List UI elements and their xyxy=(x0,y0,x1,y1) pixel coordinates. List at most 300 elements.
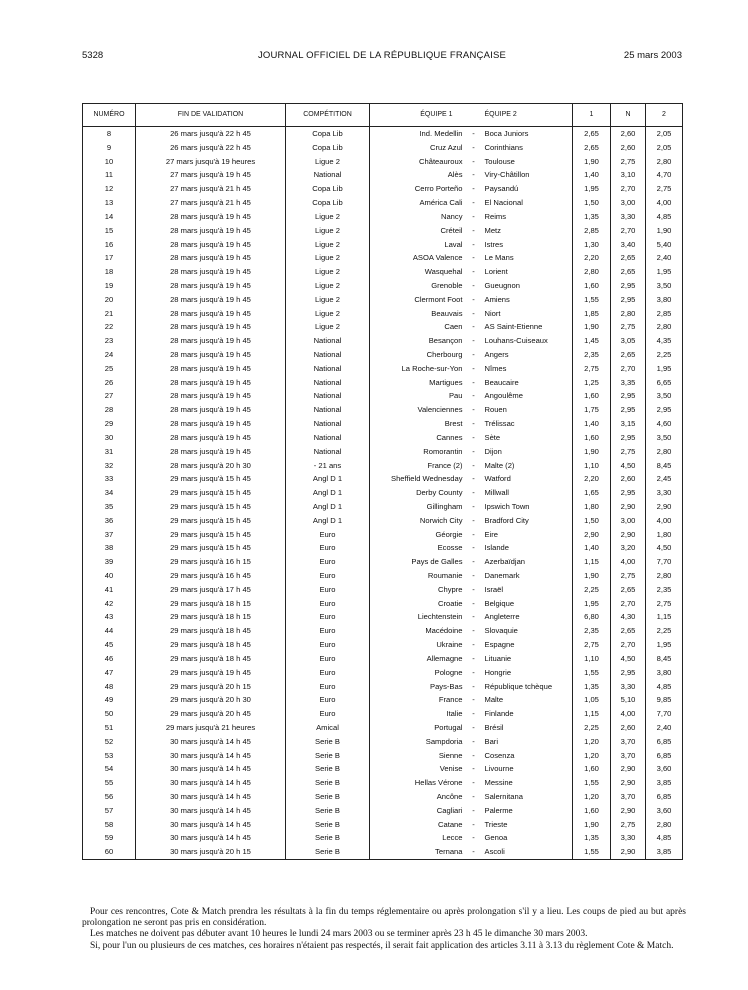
row-numero: 35 xyxy=(83,500,136,514)
row-odds-1: 1,15 xyxy=(573,707,611,721)
table-row xyxy=(83,831,683,845)
table-row xyxy=(83,638,683,652)
row-odds-n: 2,65 xyxy=(611,251,646,265)
row-competition: - 21 ans xyxy=(286,459,370,473)
row-odds-n: 2,70 xyxy=(611,182,646,196)
row-fin-validation: 28 mars jusqu'à 19 h 45 xyxy=(136,376,286,390)
row-fin-validation: 28 mars jusqu'à 19 h 45 xyxy=(136,307,286,321)
row-odds-2: 2,25 xyxy=(646,624,683,638)
row-separator: - xyxy=(472,198,475,208)
row-odds-n: 4,30 xyxy=(611,610,646,624)
table-row xyxy=(83,141,683,155)
table-row xyxy=(83,583,683,597)
row-odds-n: 3,30 xyxy=(611,831,646,845)
row-fin-validation: 28 mars jusqu'à 19 h 45 xyxy=(136,224,286,238)
row-equipe-2: Ascoli xyxy=(481,845,573,859)
row-competition: Euro xyxy=(286,666,370,680)
row-competition: Serie B xyxy=(286,845,370,859)
row-equipe-1: Wasquehal xyxy=(370,265,467,279)
row-separator: - xyxy=(472,474,475,484)
row-numero: 25 xyxy=(83,362,136,376)
table-row xyxy=(83,541,683,555)
row-fin-validation: 28 mars jusqu'à 19 h 45 xyxy=(136,238,286,252)
row-equipe-1: Portugal xyxy=(370,721,467,735)
row-numero: 48 xyxy=(83,680,136,694)
row-fin-validation: 29 mars jusqu'à 20 h 15 xyxy=(136,680,286,694)
row-odds-1: 1,30 xyxy=(573,238,611,252)
note-paragraph: Pour ces rencontres, Cote & Match prendra les résultats à la fin du temps réglementaire ou après prolongation s'il y a lieu. Les coups de pied au but après prolongation ne seront pas pris en considération. xyxy=(82,907,686,929)
row-odds-n: 4,50 xyxy=(611,459,646,473)
row-equipe-1: Ancône xyxy=(370,790,467,804)
row-fin-validation: 26 mars jusqu'à 22 h 45 xyxy=(136,127,286,141)
row-numero: 60 xyxy=(83,845,136,859)
row-odds-2: 3,30 xyxy=(646,486,683,500)
row-fin-validation: 29 mars jusqu'à 15 h 45 xyxy=(136,472,286,486)
row-odds-n: 2,80 xyxy=(611,307,646,321)
row-odds-2: 3,60 xyxy=(646,762,683,776)
row-odds-1: 2,25 xyxy=(573,721,611,735)
row-equipe-2: Bari xyxy=(481,735,573,749)
row-separator: - xyxy=(472,377,475,387)
row-fin-validation: 29 mars jusqu'à 20 h 30 xyxy=(136,693,286,707)
row-equipe-2: Gueugnon xyxy=(481,279,573,293)
row-odds-2: 4,70 xyxy=(646,168,683,182)
row-odds-2: 3,85 xyxy=(646,776,683,790)
row-numero: 37 xyxy=(83,528,136,542)
row-separator: - xyxy=(472,515,475,525)
row-odds-2: 8,45 xyxy=(646,459,683,473)
row-numero: 33 xyxy=(83,472,136,486)
row-odds-1: 1,90 xyxy=(573,445,611,459)
row-equipe-1: Ecosse xyxy=(370,541,467,555)
row-competition: Ligue 2 xyxy=(286,210,370,224)
row-fin-validation: 29 mars jusqu'à 15 h 45 xyxy=(136,541,286,555)
row-equipe-1: Catane xyxy=(370,818,467,832)
row-equipe-2: AS Saint-Etienne xyxy=(481,320,573,334)
row-equipe-2: Toulouse xyxy=(481,155,573,169)
row-separator: - xyxy=(472,805,475,815)
row-odds-n: 2,95 xyxy=(611,293,646,307)
table-row xyxy=(83,500,683,514)
row-odds-n: 3,00 xyxy=(611,196,646,210)
row-equipe-2: Hongrie xyxy=(481,666,573,680)
row-separator: - xyxy=(472,363,475,373)
row-equipe-2: Salernitana xyxy=(481,790,573,804)
table-row xyxy=(83,279,683,293)
row-equipe-1: Pays-Bas xyxy=(370,680,467,694)
row-equipe-1: Italie xyxy=(370,707,467,721)
row-odds-n: 2,65 xyxy=(611,583,646,597)
col-header-fin-validation: FIN DE VALIDATION xyxy=(136,104,286,127)
row-equipe-2: Dijon xyxy=(481,445,573,459)
row-numero: 52 xyxy=(83,735,136,749)
row-equipe-1: Beauvais xyxy=(370,307,467,321)
row-separator: - xyxy=(472,681,475,691)
row-odds-1: 1,65 xyxy=(573,486,611,500)
row-odds-n: 2,95 xyxy=(611,279,646,293)
row-equipe-2: Sète xyxy=(481,431,573,445)
table-row xyxy=(83,307,683,321)
row-odds-2: 4,50 xyxy=(646,541,683,555)
row-competition: Euro xyxy=(286,652,370,666)
row-equipe-1: Laval xyxy=(370,238,467,252)
row-separator: - xyxy=(472,543,475,553)
row-competition: Euro xyxy=(286,638,370,652)
row-separator: - xyxy=(472,170,475,180)
table-row xyxy=(83,804,683,818)
row-competition: National xyxy=(286,376,370,390)
row-numero: 32 xyxy=(83,459,136,473)
table-row xyxy=(83,251,683,265)
row-equipe-1: Gillingham xyxy=(370,500,467,514)
row-numero: 46 xyxy=(83,652,136,666)
row-separator: - xyxy=(472,322,475,332)
row-equipe-1: Brest xyxy=(370,417,467,431)
table-row xyxy=(83,155,683,169)
row-equipe-2: Messine xyxy=(481,776,573,790)
row-separator: - xyxy=(472,653,475,663)
table-row xyxy=(83,721,683,735)
row-odds-n: 4,00 xyxy=(611,707,646,721)
table-row xyxy=(83,707,683,721)
row-fin-validation: 30 mars jusqu'à 14 h 45 xyxy=(136,790,286,804)
row-odds-2: 2,80 xyxy=(646,818,683,832)
row-fin-validation: 29 mars jusqu'à 15 h 45 xyxy=(136,486,286,500)
row-odds-2: 4,00 xyxy=(646,196,683,210)
row-competition: Euro xyxy=(286,680,370,694)
row-odds-1: 1,75 xyxy=(573,403,611,417)
row-equipe-1: France xyxy=(370,693,467,707)
row-equipe-1: Cherbourg xyxy=(370,348,467,362)
row-fin-validation: 29 mars jusqu'à 16 h 45 xyxy=(136,569,286,583)
row-odds-1: 1,50 xyxy=(573,514,611,528)
row-equipe-1: Créteil xyxy=(370,224,467,238)
row-odds-1: 6,80 xyxy=(573,610,611,624)
row-numero: 22 xyxy=(83,320,136,334)
row-separator: - xyxy=(472,129,475,138)
row-separator: - xyxy=(472,446,475,456)
row-equipe-1: Pologne xyxy=(370,666,467,680)
row-odds-2: 4,85 xyxy=(646,680,683,694)
row-odds-1: 2,25 xyxy=(573,583,611,597)
row-numero: 58 xyxy=(83,818,136,832)
row-odds-1: 1,90 xyxy=(573,155,611,169)
row-fin-validation: 28 mars jusqu'à 19 h 45 xyxy=(136,445,286,459)
row-competition: National xyxy=(286,417,370,431)
odds-table xyxy=(82,103,683,860)
row-odds-1: 1,50 xyxy=(573,196,611,210)
col-header-equipe-1: ÉQUIPE 1 xyxy=(370,104,467,127)
row-competition: Ligue 2 xyxy=(286,293,370,307)
row-odds-2: 9,85 xyxy=(646,693,683,707)
row-separator: - xyxy=(472,571,475,580)
row-fin-validation: 30 mars jusqu'à 14 h 45 xyxy=(136,804,286,818)
row-competition: Serie B xyxy=(286,776,370,790)
row-equipe-2: Corinthians xyxy=(481,141,573,155)
row-odds-n: 2,95 xyxy=(611,403,646,417)
row-odds-n: 2,70 xyxy=(611,597,646,611)
row-odds-1: 2,90 xyxy=(573,528,611,542)
table-row xyxy=(83,182,683,196)
row-numero: 27 xyxy=(83,389,136,403)
row-odds-1: 1,55 xyxy=(573,845,611,859)
row-numero: 56 xyxy=(83,790,136,804)
row-equipe-2: Islande xyxy=(481,541,573,555)
row-odds-2: 1,80 xyxy=(646,528,683,542)
row-fin-validation: 28 mars jusqu'à 19 h 45 xyxy=(136,389,286,403)
table-row xyxy=(83,818,683,832)
row-odds-2: 8,45 xyxy=(646,652,683,666)
row-odds-1: 1,60 xyxy=(573,431,611,445)
row-odds-2: 4,00 xyxy=(646,514,683,528)
row-competition: Serie B xyxy=(286,804,370,818)
row-competition: National xyxy=(286,348,370,362)
row-separator: - xyxy=(472,308,475,318)
row-equipe-2: Israël xyxy=(481,583,573,597)
issue-date: 25 mars 2003 xyxy=(623,50,682,61)
row-competition: Ligue 2 xyxy=(286,307,370,321)
row-separator: - xyxy=(472,557,475,567)
row-odds-1: 1,35 xyxy=(573,210,611,224)
row-odds-2: 2,40 xyxy=(646,251,683,265)
row-equipe-1: Derby County xyxy=(370,486,467,500)
row-fin-validation: 27 mars jusqu'à 21 h 45 xyxy=(136,182,286,196)
row-odds-1: 1,60 xyxy=(573,804,611,818)
row-odds-n: 3,00 xyxy=(611,514,646,528)
row-odds-1: 1,20 xyxy=(573,735,611,749)
row-equipe-2: Louhans-Cuiseaux xyxy=(481,334,573,348)
row-equipe-2: Niort xyxy=(481,307,573,321)
col-header-separator xyxy=(467,104,481,127)
row-numero: 49 xyxy=(83,693,136,707)
row-equipe-1: La Roche-sur-Yon xyxy=(370,362,467,376)
row-competition: Euro xyxy=(286,583,370,597)
row-odds-n: 3,20 xyxy=(611,541,646,555)
row-separator: - xyxy=(472,640,475,650)
row-odds-1: 1,15 xyxy=(573,555,611,569)
row-odds-1: 2,20 xyxy=(573,472,611,486)
row-equipe-1: Cannes xyxy=(370,431,467,445)
row-numero: 14 xyxy=(83,210,136,224)
row-odds-2: 2,05 xyxy=(646,141,683,155)
row-equipe-1: Alès xyxy=(370,168,467,182)
row-numero: 18 xyxy=(83,265,136,279)
row-equipe-1: Lecce xyxy=(370,831,467,845)
table-row xyxy=(83,334,683,348)
row-competition: Copa Lib xyxy=(286,182,370,196)
row-equipe-1: Norwich City xyxy=(370,514,467,528)
table-row xyxy=(83,666,683,680)
row-equipe-2: Genoa xyxy=(481,831,573,845)
row-fin-validation: 26 mars jusqu'à 22 h 45 xyxy=(136,141,286,155)
row-equipe-2: Viry-Châtillon xyxy=(481,168,573,182)
row-separator: - xyxy=(472,184,475,194)
row-numero: 50 xyxy=(83,707,136,721)
row-equipe-1: Géorgie xyxy=(370,528,467,542)
row-equipe-1: Nancy xyxy=(370,210,467,224)
row-numero: 53 xyxy=(83,749,136,763)
row-competition: Angl D 1 xyxy=(286,500,370,514)
row-equipe-1: Croatie xyxy=(370,597,467,611)
row-equipe-2: Danemark xyxy=(481,569,573,583)
table-row xyxy=(83,514,683,528)
row-fin-validation: 28 mars jusqu'à 19 h 45 xyxy=(136,362,286,376)
row-separator: - xyxy=(472,626,475,636)
row-separator: - xyxy=(472,819,475,829)
row-odds-n: 3,10 xyxy=(611,168,646,182)
row-odds-n: 2,75 xyxy=(611,320,646,334)
row-fin-validation: 28 mars jusqu'à 19 h 45 xyxy=(136,417,286,431)
table-row xyxy=(83,845,683,859)
row-odds-2: 2,25 xyxy=(646,348,683,362)
row-odds-n: 3,05 xyxy=(611,334,646,348)
row-fin-validation: 27 mars jusqu'à 21 h 45 xyxy=(136,196,286,210)
table-row xyxy=(83,680,683,694)
row-fin-validation: 30 mars jusqu'à 14 h 45 xyxy=(136,735,286,749)
row-odds-1: 1,80 xyxy=(573,500,611,514)
table-row xyxy=(83,597,683,611)
row-competition: Euro xyxy=(286,555,370,569)
row-equipe-2: Reims xyxy=(481,210,573,224)
row-odds-2: 1,95 xyxy=(646,265,683,279)
row-odds-n: 5,10 xyxy=(611,693,646,707)
row-odds-n: 2,90 xyxy=(611,845,646,859)
row-equipe-1: Cruz Azul xyxy=(370,141,467,155)
row-numero: 31 xyxy=(83,445,136,459)
row-odds-1: 1,60 xyxy=(573,762,611,776)
col-header-numero: NUMÉRO xyxy=(83,104,136,127)
row-separator: - xyxy=(472,667,475,677)
row-equipe-2: Amiens xyxy=(481,293,573,307)
row-separator: - xyxy=(472,280,475,290)
row-competition: Euro xyxy=(286,541,370,555)
row-numero: 9 xyxy=(83,141,136,155)
row-odds-2: 4,60 xyxy=(646,417,683,431)
row-separator: - xyxy=(472,709,475,719)
row-odds-2: 1,90 xyxy=(646,224,683,238)
row-equipe-2: Eire xyxy=(481,528,573,542)
row-equipe-1: Châteauroux xyxy=(370,155,467,169)
row-fin-validation: 29 mars jusqu'à 18 h 15 xyxy=(136,610,286,624)
table-row xyxy=(83,348,683,362)
row-separator: - xyxy=(472,239,475,249)
row-separator: - xyxy=(472,253,475,263)
row-fin-validation: 29 mars jusqu'à 17 h 45 xyxy=(136,583,286,597)
row-numero: 30 xyxy=(83,431,136,445)
row-equipe-2: Finlande xyxy=(481,707,573,721)
row-equipe-1: Sheffield Wednesday xyxy=(370,472,467,486)
row-equipe-2: Watford xyxy=(481,472,573,486)
row-competition: Serie B xyxy=(286,831,370,845)
row-competition: National xyxy=(286,362,370,376)
row-fin-validation: 30 mars jusqu'à 14 h 45 xyxy=(136,762,286,776)
table-row xyxy=(83,417,683,431)
row-odds-2: 3,50 xyxy=(646,279,683,293)
row-odds-2: 2,35 xyxy=(646,583,683,597)
row-numero: 8 xyxy=(83,127,136,141)
row-odds-n: 2,90 xyxy=(611,528,646,542)
row-equipe-1: Besançon xyxy=(370,334,467,348)
row-odds-1: 1,20 xyxy=(573,790,611,804)
table-row xyxy=(83,265,683,279)
row-odds-2: 7,70 xyxy=(646,707,683,721)
row-fin-validation: 29 mars jusqu'à 18 h 15 xyxy=(136,597,286,611)
row-odds-1: 1,90 xyxy=(573,320,611,334)
row-odds-1: 2,85 xyxy=(573,224,611,238)
row-competition: Ligue 2 xyxy=(286,265,370,279)
row-odds-2: 3,50 xyxy=(646,389,683,403)
note-paragraph: Les matches ne doivent pas débuter avant 10 heures le lundi 24 mars 2003 ou se terminer après 23 h 45 le dimanche 30 mars 2003. xyxy=(90,929,588,940)
row-equipe-2: Trieste xyxy=(481,818,573,832)
row-separator: - xyxy=(472,432,475,442)
row-competition: Serie B xyxy=(286,790,370,804)
table-row xyxy=(83,528,683,542)
row-equipe-1: Ukraine xyxy=(370,638,467,652)
table-row xyxy=(83,749,683,763)
row-odds-1: 2,65 xyxy=(573,141,611,155)
row-odds-n: 3,70 xyxy=(611,735,646,749)
row-odds-n: 2,70 xyxy=(611,362,646,376)
row-fin-validation: 27 mars jusqu'à 19 heures xyxy=(136,155,286,169)
row-numero: 23 xyxy=(83,334,136,348)
row-competition: Copa Lib xyxy=(286,127,370,141)
table-row xyxy=(83,403,683,417)
row-odds-n: 2,95 xyxy=(611,389,646,403)
table-row xyxy=(83,224,683,238)
row-equipe-1: Martigues xyxy=(370,376,467,390)
row-separator: - xyxy=(472,529,475,539)
row-equipe-1: France (2) xyxy=(370,459,467,473)
row-separator: - xyxy=(472,225,475,235)
table-row xyxy=(83,776,683,790)
row-odds-2: 3,60 xyxy=(646,804,683,818)
row-equipe-2: Ipswich Town xyxy=(481,500,573,514)
table-row xyxy=(83,790,683,804)
table-row xyxy=(83,652,683,666)
table-row xyxy=(83,320,683,334)
row-separator: - xyxy=(472,792,475,801)
row-odds-n: 2,65 xyxy=(611,348,646,362)
row-odds-1: 1,95 xyxy=(573,182,611,196)
row-competition: Copa Lib xyxy=(286,196,370,210)
row-odds-2: 6,85 xyxy=(646,735,683,749)
row-odds-n: 2,75 xyxy=(611,569,646,583)
row-competition: Angl D 1 xyxy=(286,486,370,500)
row-odds-n: 2,60 xyxy=(611,141,646,155)
table-row xyxy=(83,168,683,182)
row-equipe-1: Valenciennes xyxy=(370,403,467,417)
table-row xyxy=(83,569,683,583)
row-equipe-1: Caen xyxy=(370,320,467,334)
row-competition: Euro xyxy=(286,693,370,707)
row-odds-1: 1,90 xyxy=(573,818,611,832)
row-fin-validation: 28 mars jusqu'à 19 h 45 xyxy=(136,320,286,334)
row-odds-n: 2,90 xyxy=(611,762,646,776)
row-odds-1: 2,75 xyxy=(573,638,611,652)
table-row xyxy=(83,555,683,569)
row-odds-n: 2,90 xyxy=(611,776,646,790)
row-fin-validation: 30 mars jusqu'à 14 h 45 xyxy=(136,776,286,790)
row-odds-n: 3,35 xyxy=(611,376,646,390)
row-equipe-1: Sampdoria xyxy=(370,735,467,749)
row-fin-validation: 28 mars jusqu'à 19 h 45 xyxy=(136,251,286,265)
row-odds-2: 1,15 xyxy=(646,610,683,624)
row-competition: National xyxy=(286,168,370,182)
table-row xyxy=(83,762,683,776)
row-odds-2: 6,65 xyxy=(646,376,683,390)
row-fin-validation: 28 mars jusqu'à 19 h 45 xyxy=(136,403,286,417)
row-separator: - xyxy=(472,142,475,152)
